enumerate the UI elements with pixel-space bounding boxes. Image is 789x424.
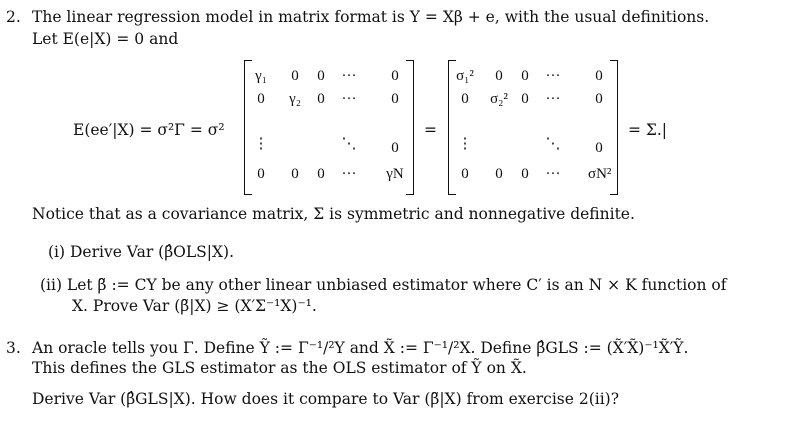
gamma-r1c1: γ₁ [255, 68, 267, 84]
q3-number: 3. [6, 339, 21, 357]
sigma-r2c3: 0 [521, 91, 529, 107]
gamma-r1c4: ··· [341, 68, 357, 84]
gamma-r3c1: ⋮ [253, 136, 269, 152]
q2-lhs: E(ee′|X) = σ²Γ = σ² [73, 121, 225, 139]
q3-line2: This defines the GLS estimator as the OLS estimator of Ỹ on X̃. [32, 359, 527, 377]
q3-line1: An oracle tells you Γ. Define Ỹ := Γ⁻¹/²Y and X̃ := Γ⁻¹/²X. Define β̂GLS := (X̃′X̃)⁻¹X̃′Ỹ. [32, 339, 689, 357]
gamma-r4c5: γN [386, 166, 404, 182]
q2-line2: Let E(e|X) = 0 and [32, 30, 179, 48]
gamma-r1c5: 0 [391, 68, 399, 84]
sigma-r3c5: 0 [595, 140, 603, 156]
gamma-r4c2: 0 [291, 166, 299, 182]
sigma-matrix [448, 60, 618, 195]
q2-equals: = [424, 121, 437, 139]
q2-part-i: (i) Derive Var (β̂OLS|X). [48, 243, 235, 261]
gamma-r3c4: ⋱ [341, 136, 357, 152]
gamma-r4c3: 0 [317, 166, 325, 182]
gamma-r2c3: 0 [317, 91, 325, 107]
q2-rhs: = Σ.| [628, 121, 668, 139]
gamma-matrix [244, 60, 414, 195]
q2-line1: The linear regression model in matrix format is Y = Xβ + e, with the usual definitions. [32, 8, 710, 26]
sigma-r4c5: σN² [588, 166, 612, 182]
gamma-r1c2: 0 [291, 68, 299, 84]
sigma-r1c3: 0 [521, 68, 529, 84]
gamma-r4c4: ··· [341, 166, 357, 182]
sigma-r1c4: ··· [545, 68, 561, 84]
sigma-r4c4: ··· [545, 166, 561, 182]
gamma-r2c1: 0 [257, 91, 265, 107]
gamma-r3c5: 0 [391, 140, 399, 156]
sigma-r2c4: ··· [545, 91, 561, 107]
sigma-r3c1: ⋮ [457, 136, 473, 152]
sigma-r2c5: 0 [595, 91, 603, 107]
gamma-r4c1: 0 [257, 166, 265, 182]
q2-part-ii-line2: X. Prove Var (β̃|X) ≥ (X′Σ⁻¹X)⁻¹. [72, 297, 317, 315]
sigma-r4c3: 0 [521, 166, 529, 182]
q2-number: 2. [6, 8, 21, 26]
gamma-r2c2: γ₂ [289, 91, 301, 107]
sigma-r3c4: ⋱ [545, 136, 561, 152]
sigma-r2c2: σ₂² [490, 91, 508, 107]
gamma-r1c3: 0 [317, 68, 325, 84]
sigma-r4c1: 0 [461, 166, 469, 182]
q2-notice: Notice that as a covariance matrix, Σ is symmetric and nonnegative definite. [32, 205, 635, 223]
sigma-r2c1: 0 [461, 91, 469, 107]
gamma-r2c5: 0 [391, 91, 399, 107]
q3-line3: Derive Var (β̂GLS|X). How does it compare to Var (β̃|X) from exercise 2(ii)? [32, 390, 620, 408]
sigma-r4c2: 0 [495, 166, 503, 182]
gamma-r2c4: ··· [341, 91, 357, 107]
q2-part-ii-line1: (ii) Let β̃ := CY be any other linear unbiased estimator where C′ is an N × K function of [40, 276, 727, 294]
sigma-r1c2: 0 [495, 68, 503, 84]
sigma-r1c5: 0 [595, 68, 603, 84]
sigma-r1c1: σ₁² [456, 68, 474, 84]
